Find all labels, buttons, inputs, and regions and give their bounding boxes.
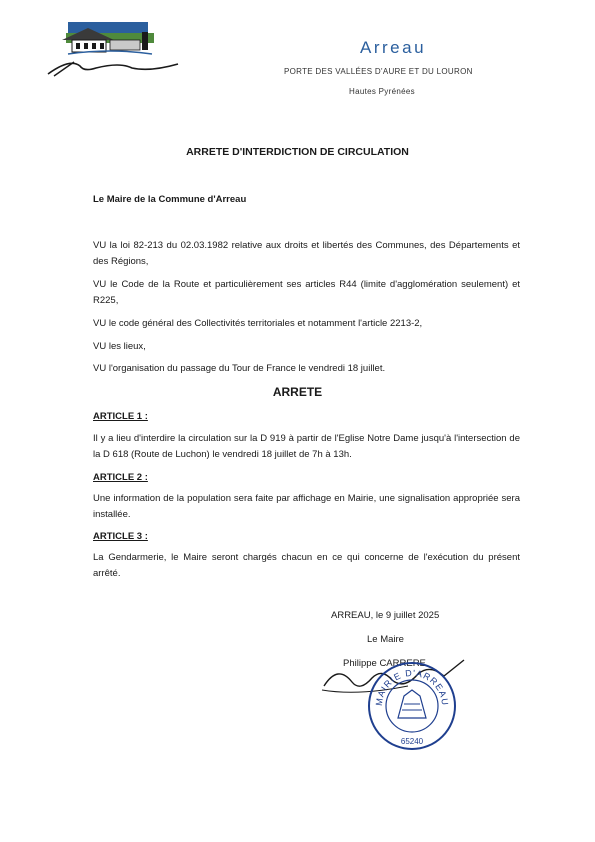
region: Hautes Pyrénées [349,87,415,96]
consideration: VU l'organisation du passage du Tour de France le vendredi 18 juillet. [93,363,386,374]
consideration: VU le Code de la Route et particulièrement ses articles R44 (limite d'agglomération seulement) et R225, [93,279,520,306]
decision-heading: ARRETE [272,385,323,399]
town-name: Arreau [360,38,427,57]
consideration: VU la loi 82-213 du 02.03.1982 relative aux droits et libertés des Communes, des Départements et des Régions, [93,240,520,267]
arreau-logo [40,18,185,80]
document-title: ARRETE D'INTERDICTION DE CIRCULATION [186,146,409,158]
consideration: VU les lieux, [93,341,146,352]
logo-tower [142,32,148,50]
article-heading: ARTICLE 3 : [93,531,148,542]
mairie-stamp [366,660,458,752]
place-date: ARREAU, le 9 juillet 2025 [331,610,440,621]
article-text: Il y a lieu d'interdire la circulation sur la D 919 à partir de l'Eglise Notre Dame jusqu'à l'intersection de la D 618 (Route de Luchon) le vendredi 18 juillet de 7h à 13h. [93,433,520,460]
signatory-name: Philippe CARRERE [343,658,426,669]
logo-bridge [110,40,140,50]
article-heading: ARTICLE 1 : [93,411,148,422]
stamp-text-top: MAIRIE D'ARREAU [373,667,451,707]
consideration: VU le code général des Collectivités territoriales et notamment l'article 2213-2, [93,318,423,329]
article-text: La Gendarmerie, le Maire seront chargés chacun en ce qui concerne de l'exécution du présent arrêté. [93,552,520,579]
tagline: PORTE DES VALLÉES D'AURE ET DU LOURON [284,67,473,76]
stamp-text-bottom: 65240 [400,737,424,746]
issuer: Le Maire de la Commune d'Arreau [93,194,247,205]
logo-script-arreau [48,63,178,74]
article-text: Une information de la population sera faite par affichage en Mairie, une signalisation appropriée sera installée. [93,493,520,520]
article-heading: ARTICLE 2 : [93,472,148,483]
signatory-role: Le Maire [367,634,404,645]
